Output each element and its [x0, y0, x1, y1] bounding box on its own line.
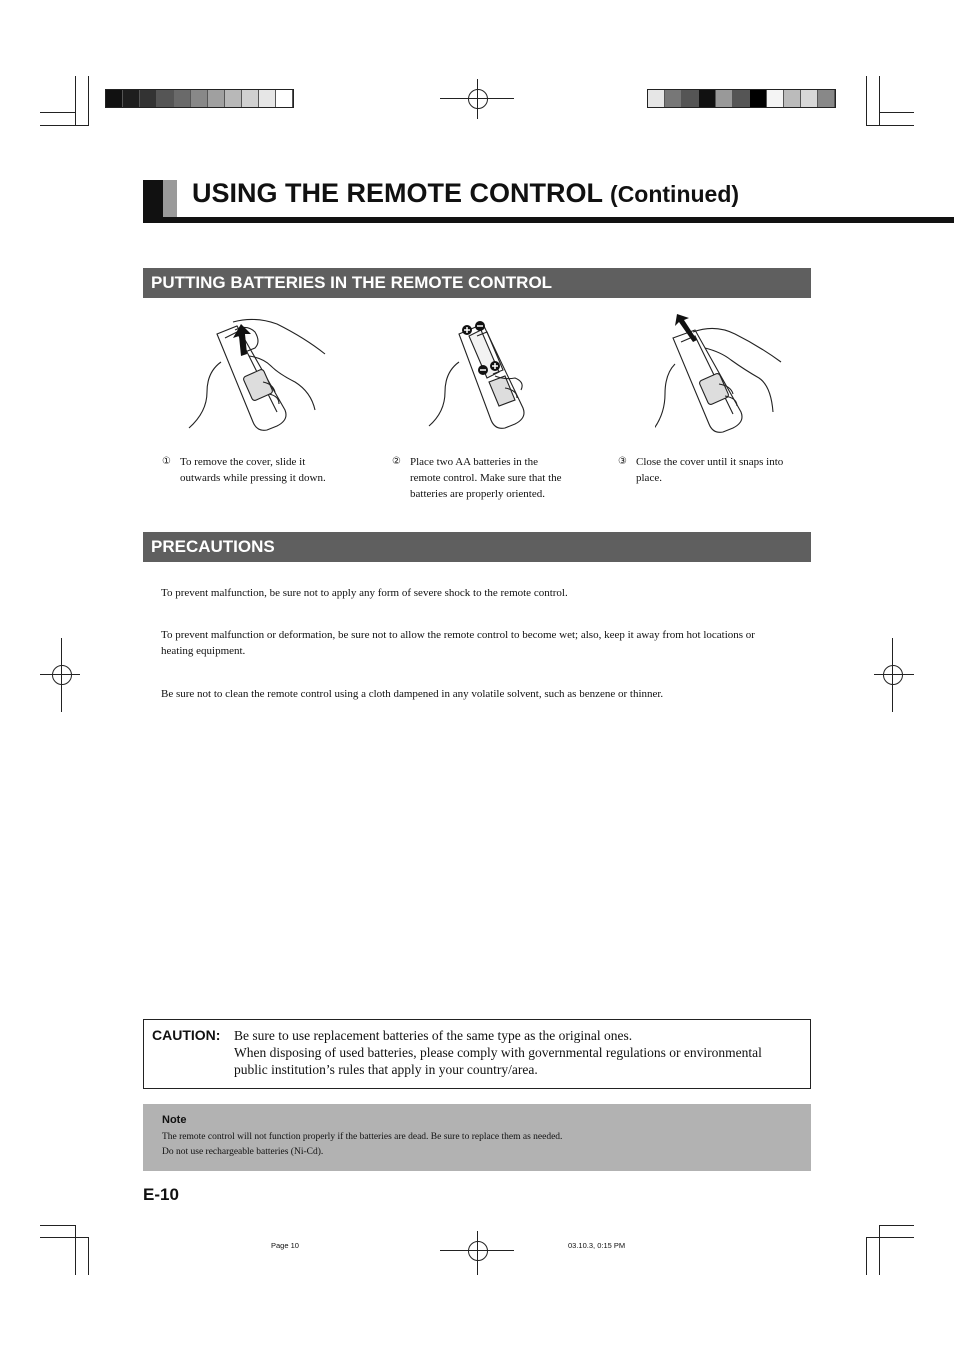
- step-number: ②: [392, 456, 401, 467]
- step-3: [618, 454, 818, 486]
- footer-timestamp: 03.10.3, 0:15 PM: [568, 1241, 626, 1250]
- step-1: [162, 454, 362, 486]
- precaution-text-line: To prevent malfunction or deformation, be sure not to allow the remote control to become wet; also, keep it away from hot locations or: [161, 629, 755, 641]
- caution-box: [143, 1019, 811, 1089]
- precaution-text-line: Be sure not to clean the remote control using a cloth dampened in any volatile solvent, such as benzene or thinner.: [161, 688, 664, 700]
- illustration-insert-batteries: [425, 312, 545, 437]
- step-text-line: batteries are properly oriented.: [410, 488, 545, 500]
- page-title: [192, 178, 739, 209]
- title-accent-block: [143, 180, 163, 218]
- note-text-line: Do not use rechargeable batteries (Ni-Cd).: [162, 1147, 324, 1157]
- note-box: [143, 1104, 811, 1171]
- step-text-line: Close the cover until it snaps into: [636, 456, 784, 468]
- precaution-text-line: heating equipment.: [161, 645, 246, 657]
- caution-text-line: Be sure to use replacement batteries of the same type as the original ones.: [234, 1028, 633, 1043]
- footer-page-label: Page 10: [271, 1241, 299, 1250]
- color-calibration-bar-right: [647, 89, 836, 108]
- caution-text: [234, 1027, 804, 1078]
- step-text-line: To remove the cover, slide it: [180, 456, 306, 468]
- precaution-item: [161, 686, 801, 702]
- illustration-close-cover: [655, 312, 790, 437]
- caution-label: CAUTION:: [152, 1027, 221, 1043]
- precaution-text-line: To prevent malfunction, be sure not to apply any form of severe shock to the remote control.: [161, 587, 568, 599]
- section-header-batteries: PUTTING BATTERIES IN THE REMOTE CONTROL: [143, 268, 811, 298]
- step-text-line: outwards while pressing it down.: [180, 472, 326, 484]
- precaution-item: [161, 585, 801, 601]
- step-number: ①: [162, 456, 171, 467]
- note-text-line: The remote control will not function properly if the batteries are dead. Be sure to replace them as needed.: [162, 1132, 563, 1142]
- step-text-line: Place two AA batteries in the: [410, 456, 538, 468]
- section-header-precautions: PRECAUTIONS: [143, 532, 811, 562]
- step-number: ③: [618, 456, 627, 467]
- caution-text-line: When disposing of used batteries, please comply with governmental regulations or environmental: [234, 1045, 762, 1060]
- title-accent-block-gray: [163, 180, 177, 218]
- illustration-remove-cover: [185, 312, 335, 437]
- title-rule: [143, 217, 954, 223]
- precaution-item: [161, 627, 801, 659]
- page-number: E-10: [143, 1185, 179, 1204]
- step-2: [392, 454, 592, 502]
- page-title-suffix: (Continued): [610, 181, 740, 207]
- step-text-line: remote control. Make sure that the: [410, 472, 562, 484]
- step-text-line: place.: [636, 472, 662, 484]
- note-title: Note: [162, 1114, 187, 1126]
- color-calibration-bar-left: [105, 89, 294, 108]
- page-title-main: USING THE REMOTE CONTROL: [192, 178, 603, 208]
- caution-text-line: public institution’s rules that apply in your country/area.: [234, 1062, 538, 1077]
